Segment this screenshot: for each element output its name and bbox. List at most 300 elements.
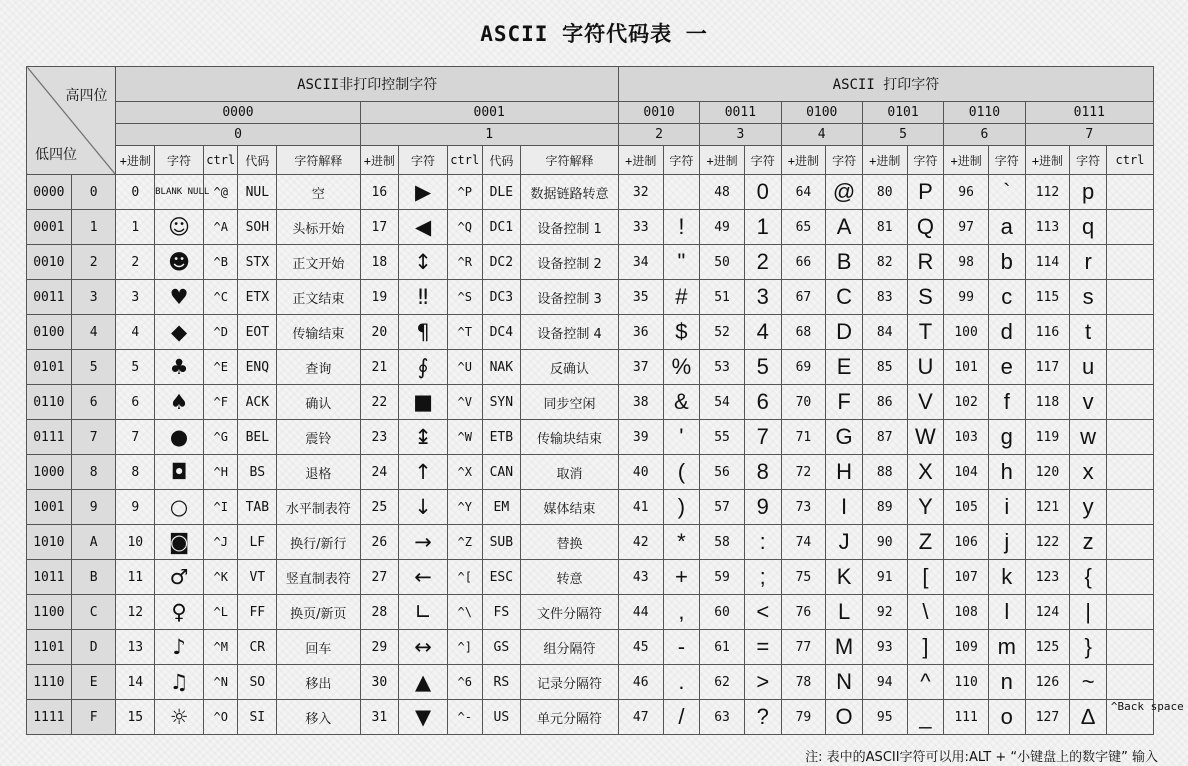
decimal-cell: 97 [944, 210, 989, 245]
nonprint-section-title: ASCII非打印控制字符 [116, 67, 618, 102]
ctrl-key-cell [1106, 665, 1153, 700]
decimal-cell: 112 [1025, 175, 1070, 210]
decimal-cell: 86 [862, 385, 907, 420]
control-code-cell: DC3 [482, 280, 521, 315]
high-bits-header: 0010 [618, 102, 699, 124]
ctrl-key-cell: ^P [447, 175, 482, 210]
control-code-cell: DC2 [482, 245, 521, 280]
ctrl-key-cell: ^\ [447, 595, 482, 630]
printable-char-cell: } [1070, 630, 1107, 665]
decimal-cell: 126 [1025, 665, 1070, 700]
decimal-cell: 37 [618, 350, 663, 385]
printable-char-cell: + [663, 560, 700, 595]
decimal-cell: 84 [862, 315, 907, 350]
control-char-cell: ♣ [155, 350, 204, 385]
col-header-ctrl: ctrl [203, 146, 238, 175]
decimal-cell: 70 [781, 385, 826, 420]
low-bits-cell: 0110 [27, 385, 72, 420]
description-cell: 数据链路转意 [521, 175, 619, 210]
control-char-cell: ♂ [155, 560, 204, 595]
high-hex-header: 2 [618, 124, 699, 146]
printable-char-cell: [ [907, 560, 944, 595]
low-bits-cell: 0011 [27, 280, 72, 315]
control-char-cell: ∮ [399, 350, 448, 385]
decimal-cell: 114 [1025, 245, 1070, 280]
printable-char-cell: M [826, 630, 863, 665]
decimal-cell: 26 [360, 525, 399, 560]
ctrl-key-cell: ^] [447, 630, 482, 665]
decimal-cell: 69 [781, 350, 826, 385]
low-hex-cell: 8 [71, 455, 116, 490]
col-header-decimal: +进制 [700, 146, 745, 175]
col-header-ctrl: ctrl [1106, 146, 1153, 175]
high-hex-header: 6 [944, 124, 1025, 146]
ctrl-key-cell [1106, 210, 1153, 245]
description-cell: 确认 [277, 385, 360, 420]
decimal-cell: 83 [862, 280, 907, 315]
ctrl-key-cell: ^G [203, 420, 238, 455]
decimal-cell: 21 [360, 350, 399, 385]
control-code-cell: SO [238, 665, 277, 700]
printable-char-cell: h [988, 455, 1025, 490]
control-code-cell: DC4 [482, 315, 521, 350]
decimal-cell: 127 [1025, 700, 1070, 735]
ctrl-key-cell: ^L [203, 595, 238, 630]
col-header-char: 字符 [907, 146, 944, 175]
printable-char-cell: / [663, 700, 700, 735]
col-header-char: 字符 [663, 146, 700, 175]
decimal-cell: 94 [862, 665, 907, 700]
control-code-cell: VT [238, 560, 277, 595]
ctrl-key-cell: ^- [447, 700, 482, 735]
printable-char-cell: J [826, 525, 863, 560]
decimal-cell: 93 [862, 630, 907, 665]
decimal-cell: 19 [360, 280, 399, 315]
low-bits-cell: 0100 [27, 315, 72, 350]
printable-char-cell: V [907, 385, 944, 420]
decimal-cell: 27 [360, 560, 399, 595]
decimal-cell: 43 [618, 560, 663, 595]
decimal-cell: 46 [618, 665, 663, 700]
table-row [27, 665, 1154, 700]
control-char-cell: ◘ [155, 455, 204, 490]
ctrl-key-cell [1106, 490, 1153, 525]
low-bits-cell: 0010 [27, 245, 72, 280]
printable-char-cell: > [744, 665, 781, 700]
printable-char-cell: Q [907, 210, 944, 245]
control-code-cell: ENQ [238, 350, 277, 385]
ctrl-key-cell: ^A [203, 210, 238, 245]
decimal-cell: 100 [944, 315, 989, 350]
high-bits-header: 0111 [1025, 102, 1153, 124]
ctrl-key-cell: ^R [447, 245, 482, 280]
decimal-cell: 8 [116, 455, 155, 490]
ctrl-key-cell: ^X [447, 455, 482, 490]
decimal-cell: 41 [618, 490, 663, 525]
printable-char-cell [663, 175, 700, 210]
description-cell: 设备控制 1 [521, 210, 619, 245]
ctrl-key-cell: ^E [203, 350, 238, 385]
printable-char-cell: 2 [744, 245, 781, 280]
decimal-cell: 104 [944, 455, 989, 490]
decimal-cell: 56 [700, 455, 745, 490]
column-header-row [27, 146, 1154, 175]
control-code-cell: ACK [238, 385, 277, 420]
printable-char-cell: m [988, 630, 1025, 665]
low-bits-cell: 0001 [27, 210, 72, 245]
printable-char-cell: I [826, 490, 863, 525]
ctrl-key-cell: ^N [203, 665, 238, 700]
decimal-cell: 78 [781, 665, 826, 700]
ctrl-key-cell [1106, 455, 1153, 490]
printable-char-cell: O [826, 700, 863, 735]
description-cell: 退格 [277, 455, 360, 490]
printable-char-cell: B [826, 245, 863, 280]
printable-char-cell: k [988, 560, 1025, 595]
printable-char-cell: q [1070, 210, 1107, 245]
decimal-cell: 82 [862, 245, 907, 280]
table-row [27, 490, 1154, 525]
control-char-cell: ♀ [155, 595, 204, 630]
decimal-cell: 48 [700, 175, 745, 210]
description-cell: 设备控制 4 [521, 315, 619, 350]
control-code-cell: NAK [482, 350, 521, 385]
decimal-cell: 92 [862, 595, 907, 630]
low-bits-cell: 1111 [27, 700, 72, 735]
decimal-cell: 35 [618, 280, 663, 315]
decimal-cell: 119 [1025, 420, 1070, 455]
low-hex-cell: 4 [71, 315, 116, 350]
decimal-cell: 22 [360, 385, 399, 420]
printable-char-cell: j [988, 525, 1025, 560]
decimal-cell: 66 [781, 245, 826, 280]
table-row [27, 560, 1154, 595]
ctrl-key-cell: ^Z [447, 525, 482, 560]
high-bits-header: 0100 [781, 102, 862, 124]
low-hex-cell: 2 [71, 245, 116, 280]
control-char-cell: ∟ [399, 595, 448, 630]
control-char-cell: ○ [155, 490, 204, 525]
printable-char-cell: N [826, 665, 863, 700]
col-header-decimal: +进制 [116, 146, 155, 175]
control-code-cell: RS [482, 665, 521, 700]
col-header-decimal: +进制 [360, 146, 399, 175]
decimal-cell: 55 [700, 420, 745, 455]
high-bits-header: 0011 [700, 102, 781, 124]
decimal-cell: 125 [1025, 630, 1070, 665]
low-hex-cell: 7 [71, 420, 116, 455]
printable-char-cell: g [988, 420, 1025, 455]
ctrl-key-cell: ^Q [447, 210, 482, 245]
low-bits-cell: 1000 [27, 455, 72, 490]
low-hex-cell: 9 [71, 490, 116, 525]
decimal-cell: 33 [618, 210, 663, 245]
control-char-cell: ▲ [399, 665, 448, 700]
printable-char-cell: _ [907, 700, 944, 735]
description-cell: 设备控制 3 [521, 280, 619, 315]
control-char-cell: ◙ [155, 525, 204, 560]
printable-char-cell: % [663, 350, 700, 385]
printable-char-cell: f [988, 385, 1025, 420]
printable-char-cell: ' [663, 420, 700, 455]
table-row [27, 700, 1154, 735]
printable-char-cell: * [663, 525, 700, 560]
control-char-cell: ◀ [399, 210, 448, 245]
col-header-char: 字符 [399, 146, 448, 175]
control-code-cell: DC1 [482, 210, 521, 245]
description-cell: 传输块结束 [521, 420, 619, 455]
decimal-cell: 53 [700, 350, 745, 385]
high-bits-header: 0001 [360, 102, 618, 124]
printable-char-cell: \ [907, 595, 944, 630]
decimal-cell: 9 [116, 490, 155, 525]
control-code-cell: FF [238, 595, 277, 630]
decimal-cell: 40 [618, 455, 663, 490]
printable-char-cell: D [826, 315, 863, 350]
decimal-cell: 15 [116, 700, 155, 735]
printable-char-cell: i [988, 490, 1025, 525]
description-cell: 传输结束 [277, 315, 360, 350]
ctrl-key-cell [1106, 175, 1153, 210]
col-header-ctrl: ctrl [447, 146, 482, 175]
table-row [27, 175, 1154, 210]
decimal-cell: 98 [944, 245, 989, 280]
decimal-cell: 24 [360, 455, 399, 490]
decimal-cell: 5 [116, 350, 155, 385]
table-row [27, 385, 1154, 420]
decimal-cell: 58 [700, 525, 745, 560]
decimal-cell: 68 [781, 315, 826, 350]
printable-char-cell: o [988, 700, 1025, 735]
high-hex-header: 3 [700, 124, 781, 146]
decimal-cell: 79 [781, 700, 826, 735]
description-cell: 文件分隔符 [521, 595, 619, 630]
decimal-cell: 103 [944, 420, 989, 455]
decimal-cell: 118 [1025, 385, 1070, 420]
printable-char-cell: n [988, 665, 1025, 700]
col-header-decimal: +进制 [862, 146, 907, 175]
high-bits-header: 0101 [862, 102, 943, 124]
decimal-cell: 44 [618, 595, 663, 630]
printable-char-cell: " [663, 245, 700, 280]
ctrl-key-cell: ^D [203, 315, 238, 350]
decimal-cell: 113 [1025, 210, 1070, 245]
decimal-cell: 102 [944, 385, 989, 420]
decimal-cell: 45 [618, 630, 663, 665]
control-code-cell: SUB [482, 525, 521, 560]
control-char-cell: ♥ [155, 280, 204, 315]
table-row [27, 210, 1154, 245]
decimal-cell: 71 [781, 420, 826, 455]
printable-char-cell: < [744, 595, 781, 630]
printable-char-cell: C [826, 280, 863, 315]
printable-char-cell: v [1070, 385, 1107, 420]
ctrl-key-cell: ^W [447, 420, 482, 455]
decimal-cell: 85 [862, 350, 907, 385]
high-hex-header: 1 [360, 124, 618, 146]
high-hex-header: 5 [862, 124, 943, 146]
low-bits-cell: 1110 [27, 665, 72, 700]
control-char-cell: ■ [399, 385, 448, 420]
printable-char-cell: ) [663, 490, 700, 525]
print-section-title: ASCII 打印字符 [618, 67, 1153, 102]
decimal-cell: 74 [781, 525, 826, 560]
description-cell: 同步空闲 [521, 385, 619, 420]
printable-char-cell: ` [988, 175, 1025, 210]
control-char-cell: ● [155, 420, 204, 455]
description-cell: 记录分隔符 [521, 665, 619, 700]
col-header-decimal: +进制 [618, 146, 663, 175]
printable-char-cell: F [826, 385, 863, 420]
printable-char-cell: A [826, 210, 863, 245]
control-code-cell: LF [238, 525, 277, 560]
printable-char-cell: , [663, 595, 700, 630]
decimal-cell: 38 [618, 385, 663, 420]
decimal-cell: 91 [862, 560, 907, 595]
printable-char-cell: 9 [744, 490, 781, 525]
printable-char-cell: T [907, 315, 944, 350]
col-header-char: 字符 [826, 146, 863, 175]
printable-char-cell: . [663, 665, 700, 700]
decimal-cell: 88 [862, 455, 907, 490]
decimal-cell: 47 [618, 700, 663, 735]
high-bits-header: 0000 [116, 102, 360, 124]
low-bits-cell: 1011 [27, 560, 72, 595]
description-cell: 反确认 [521, 350, 619, 385]
printable-char-cell: ! [663, 210, 700, 245]
ctrl-key-cell [1106, 595, 1153, 630]
low-hex-cell: E [71, 665, 116, 700]
description-cell: 移出 [277, 665, 360, 700]
control-char-cell: ↨ [399, 420, 448, 455]
control-code-cell: SYN [482, 385, 521, 420]
ctrl-key-cell: ^C [203, 280, 238, 315]
decimal-cell: 117 [1025, 350, 1070, 385]
control-code-cell: CAN [482, 455, 521, 490]
col-header-description: 字符解释 [521, 146, 619, 175]
printable-char-cell: = [744, 630, 781, 665]
table-row [27, 525, 1154, 560]
control-char-cell: ‼ [399, 280, 448, 315]
ctrl-key-cell: ^V [447, 385, 482, 420]
description-cell: 空 [277, 175, 360, 210]
col-header-char: 字符 [988, 146, 1025, 175]
control-code-cell: EOT [238, 315, 277, 350]
printable-char-cell: $ [663, 315, 700, 350]
printable-char-cell: p [1070, 175, 1107, 210]
control-code-cell: SI [238, 700, 277, 735]
printable-char-cell: & [663, 385, 700, 420]
control-char-cell: BLANK NULL [155, 175, 204, 210]
col-header-decimal: +进制 [781, 146, 826, 175]
col-header-description: 字符解释 [277, 146, 360, 175]
decimal-cell: 49 [700, 210, 745, 245]
decimal-cell: 3 [116, 280, 155, 315]
decimal-cell: 7 [116, 420, 155, 455]
decimal-cell: 90 [862, 525, 907, 560]
decimal-cell: 124 [1025, 595, 1070, 630]
control-char-cell: ♠ [155, 385, 204, 420]
low-hex-cell: 6 [71, 385, 116, 420]
ctrl-key-cell: ^[ [447, 560, 482, 595]
decimal-cell: 61 [700, 630, 745, 665]
col-header-char: 字符 [155, 146, 204, 175]
printable-char-cell: : [744, 525, 781, 560]
printable-char-cell: ^ [907, 665, 944, 700]
decimal-cell: 62 [700, 665, 745, 700]
control-char-cell: ▼ [399, 700, 448, 735]
ctrl-key-cell [1106, 630, 1153, 665]
printable-char-cell: S [907, 280, 944, 315]
description-cell: 单元分隔符 [521, 700, 619, 735]
control-char-cell: ¶ [399, 315, 448, 350]
table-row [27, 245, 1154, 280]
decimal-cell: 28 [360, 595, 399, 630]
printable-char-cell: 5 [744, 350, 781, 385]
control-code-cell: BS [238, 455, 277, 490]
description-cell: 正文开始 [277, 245, 360, 280]
ctrl-key-cell: ^I [203, 490, 238, 525]
decimal-cell: 73 [781, 490, 826, 525]
description-cell: 换行/新行 [277, 525, 360, 560]
control-char-cell: ↑ [399, 455, 448, 490]
decimal-cell: 108 [944, 595, 989, 630]
low-bits-cell: 1001 [27, 490, 72, 525]
description-cell: 正文结束 [277, 280, 360, 315]
printable-char-cell: Z [907, 525, 944, 560]
col-header-decimal: +进制 [944, 146, 989, 175]
decimal-cell: 32 [618, 175, 663, 210]
control-char-cell: ↓ [399, 490, 448, 525]
ctrl-key-cell: ^S [447, 280, 482, 315]
control-code-cell: TAB [238, 490, 277, 525]
decimal-cell: 72 [781, 455, 826, 490]
description-cell: 换页/新页 [277, 595, 360, 630]
decimal-cell: 60 [700, 595, 745, 630]
printable-char-cell: | [1070, 595, 1107, 630]
decimal-cell: 115 [1025, 280, 1070, 315]
ctrl-key-cell: ^6 [447, 665, 482, 700]
printable-char-cell: x [1070, 455, 1107, 490]
table-row [27, 455, 1154, 490]
ctrl-key-cell [1106, 385, 1153, 420]
printable-char-cell: G [826, 420, 863, 455]
printable-char-cell: z [1070, 525, 1107, 560]
decimal-cell: 2 [116, 245, 155, 280]
printable-char-cell: b [988, 245, 1025, 280]
printable-char-cell: @ [826, 175, 863, 210]
description-cell: 替换 [521, 525, 619, 560]
decimal-cell: 109 [944, 630, 989, 665]
decimal-cell: 31 [360, 700, 399, 735]
description-cell: 转意 [521, 560, 619, 595]
decimal-cell: 95 [862, 700, 907, 735]
description-cell: 震铃 [277, 420, 360, 455]
decimal-cell: 96 [944, 175, 989, 210]
decimal-cell: 111 [944, 700, 989, 735]
control-char-cell: ☻ [155, 245, 204, 280]
table-row [27, 420, 1154, 455]
printable-char-cell: c [988, 280, 1025, 315]
ctrl-key-cell: ^@ [203, 175, 238, 210]
decimal-cell: 42 [618, 525, 663, 560]
printable-char-cell: 8 [744, 455, 781, 490]
decimal-cell: 59 [700, 560, 745, 595]
decimal-cell: 101 [944, 350, 989, 385]
printable-char-cell: l [988, 595, 1025, 630]
low-bits-cell: 1101 [27, 630, 72, 665]
decimal-cell: 120 [1025, 455, 1070, 490]
